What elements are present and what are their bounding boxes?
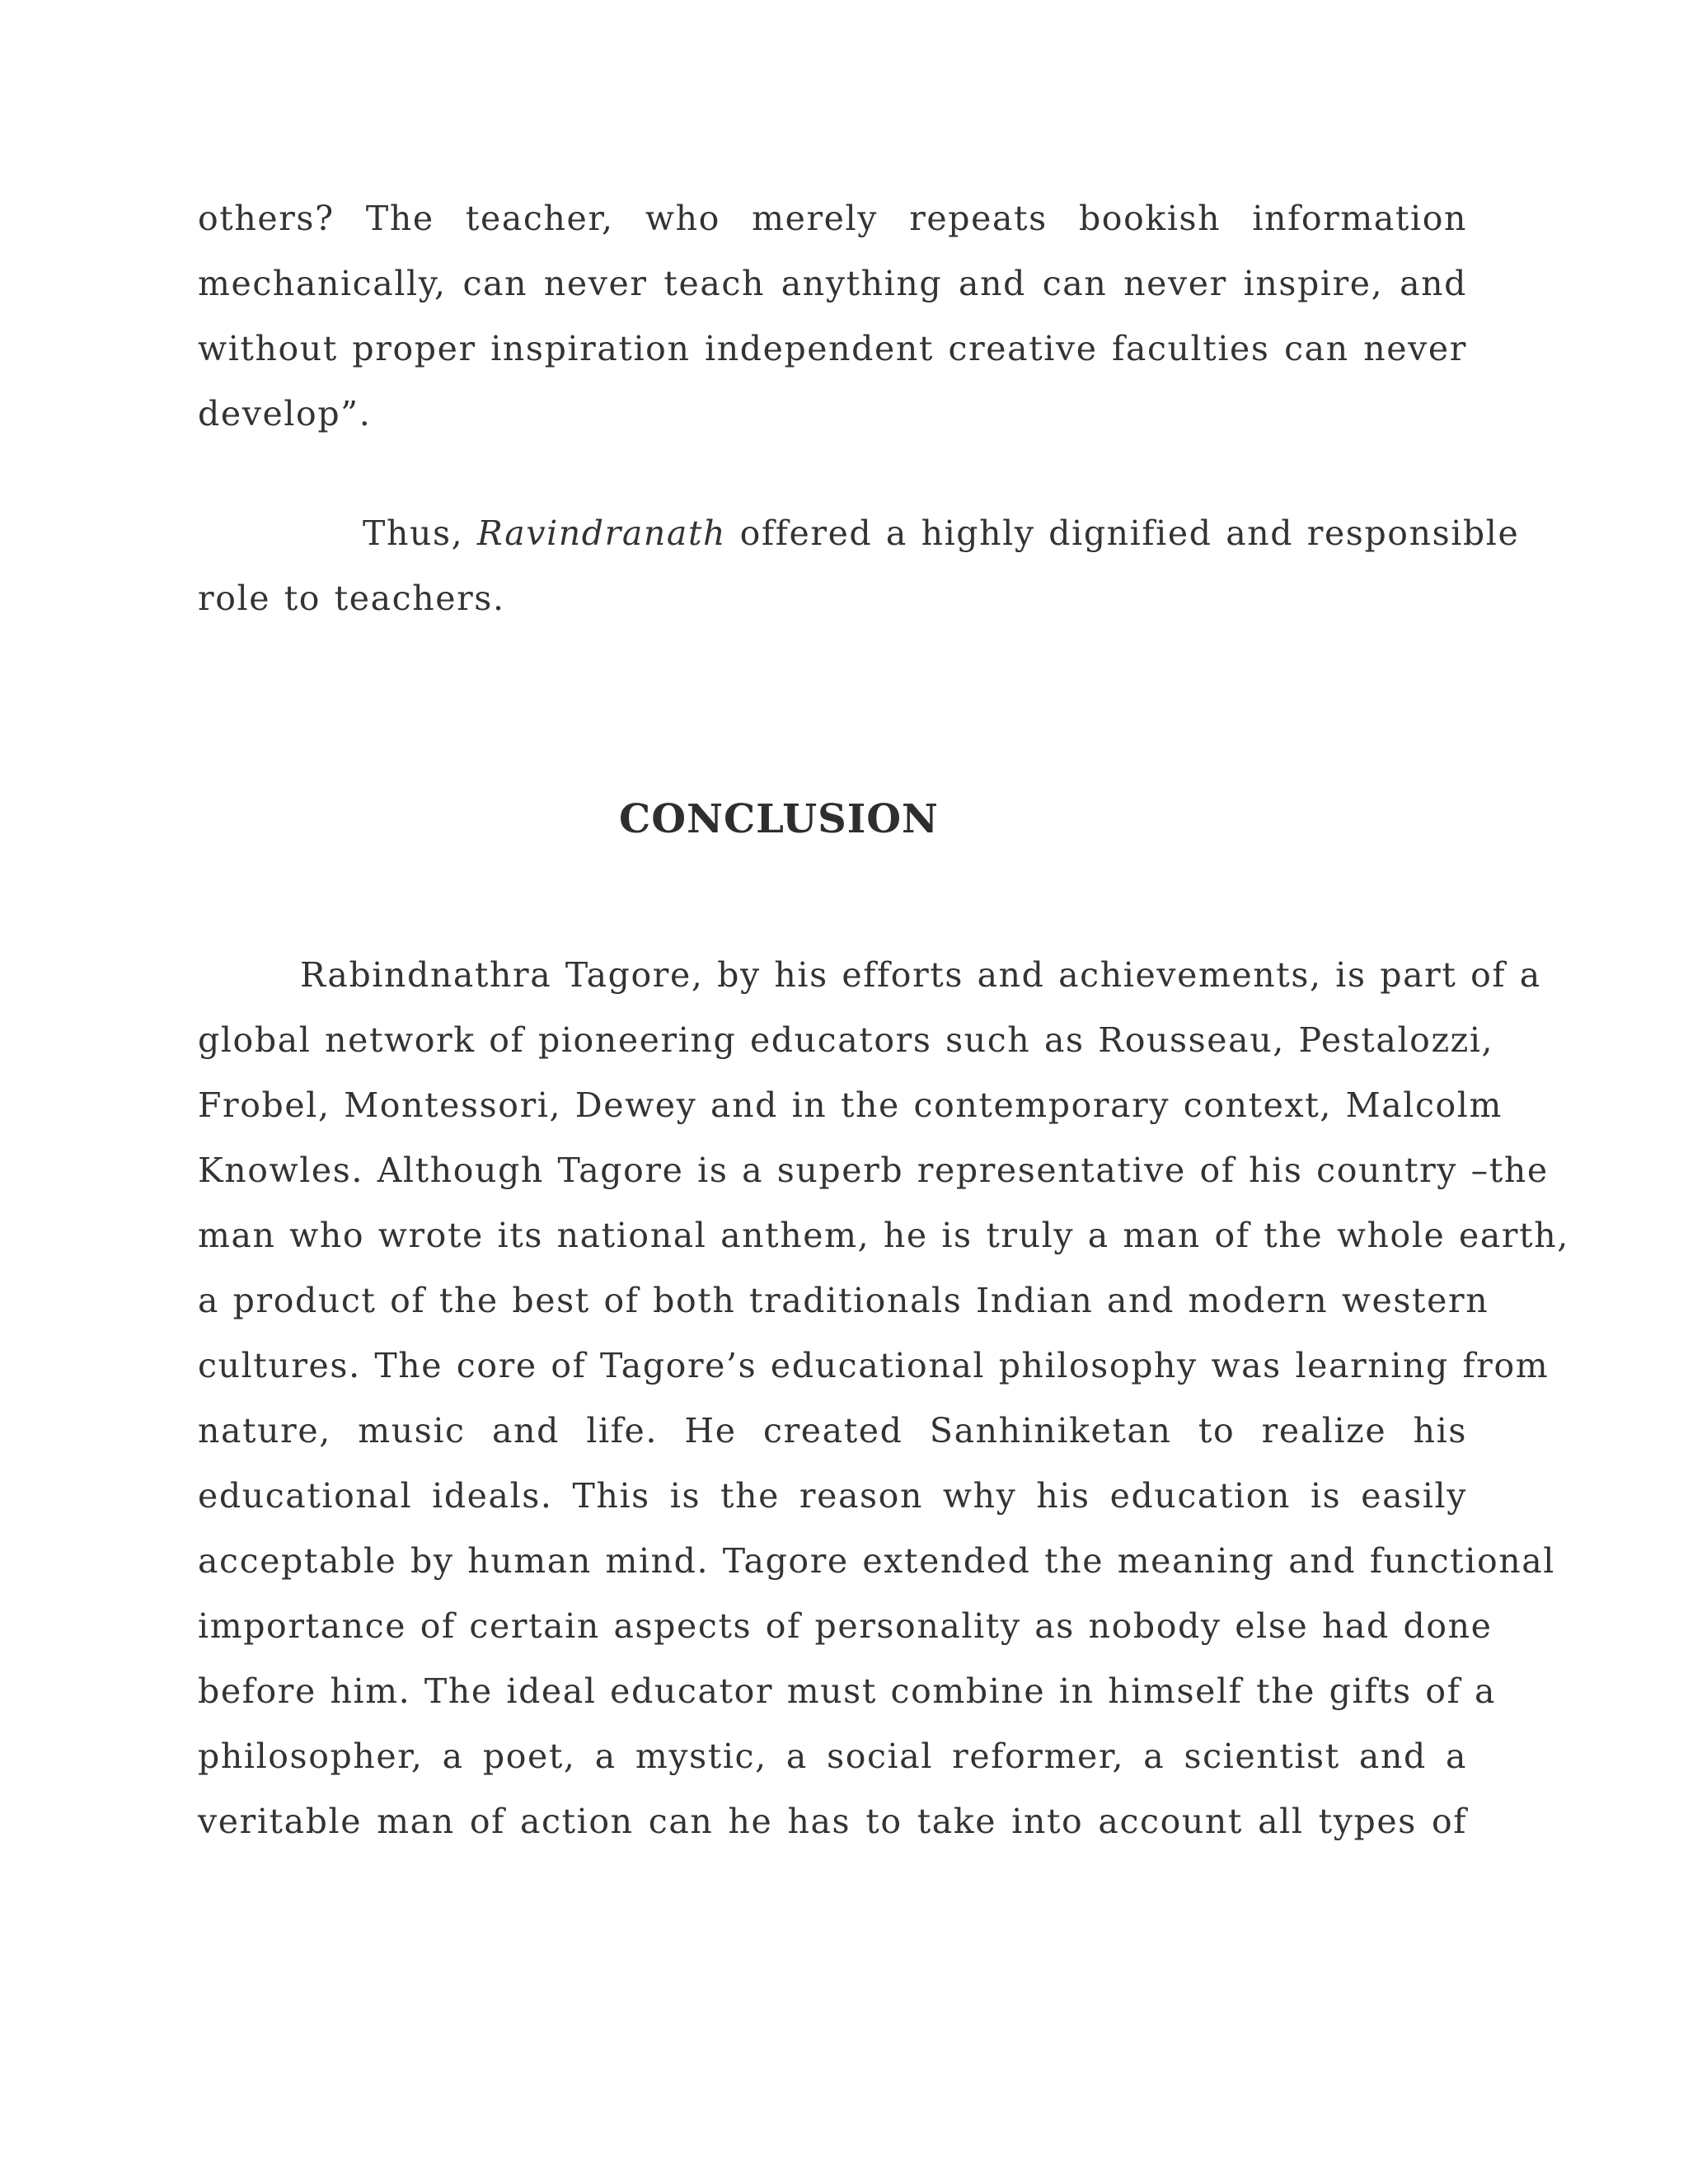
thus-line-rest: offered a highly dignified and responsible	[739, 513, 1520, 553]
conclusion-line: global network of pioneering educators such as Rousseau, Pestalozzi,	[198, 1020, 1494, 1060]
conclusion-line: man who wrote its national anthem, he is truly a man of the whole earth,	[198, 1216, 1569, 1255]
quote-line: others? The teacher, who merely repeats bookish information	[198, 199, 1467, 238]
thus-line	[198, 501, 1520, 566]
conclusion-line: nature, music and life. He created Sanhiniketan to realize his	[198, 1411, 1467, 1451]
conclusion-line: Rabindnathra Tagore, by his efforts and achievements, is part of a	[300, 955, 1541, 995]
quote-line: without proper inspiration independent creative faculties can never	[198, 329, 1467, 368]
conclusion-line: Knowles. Although Tagore is a superb representative of his country –the	[198, 1151, 1549, 1190]
quote-line: mechanically, can never teach anything and can never inspire, and	[198, 264, 1467, 303]
conclusion-line: veritable man of action can he has to take into account all types of	[198, 1802, 1467, 1841]
conclusion-line: before him. The ideal educator must combine in himself the gifts of a	[198, 1671, 1497, 1711]
conclusion-line: cultures. The core of Tagore’s educational philosophy was learning from	[198, 1346, 1550, 1385]
conclusion-paragraph	[198, 943, 1569, 1854]
thus-paragraph	[198, 501, 1520, 631]
quote-line: develop”.	[198, 394, 372, 434]
conclusion-line: educational ideals. This is the reason why his education is easily	[198, 1476, 1467, 1516]
thus-line: role to teachers.	[198, 579, 505, 618]
ravindranath-name: Ravindranath	[476, 513, 727, 553]
quote-paragraph	[198, 186, 1467, 447]
conclusion-line: a product of the best of both traditionals Indian and modern western	[198, 1281, 1489, 1320]
conclusion-line: acceptable by human mind. Tagore extended the meaning and functional	[198, 1541, 1556, 1581]
section-heading: CONCLUSION	[619, 796, 939, 842]
conclusion-line: Frobel, Montessori, Dewey and in the contemporary context, Malcolm	[198, 1085, 1503, 1125]
thus-word: Thus,	[363, 513, 464, 553]
conclusion-line: importance of certain aspects of personality as nobody else had done	[198, 1606, 1493, 1646]
conclusion-line: philosopher, a poet, a mystic, a social reformer, a scientist and a	[198, 1736, 1467, 1776]
